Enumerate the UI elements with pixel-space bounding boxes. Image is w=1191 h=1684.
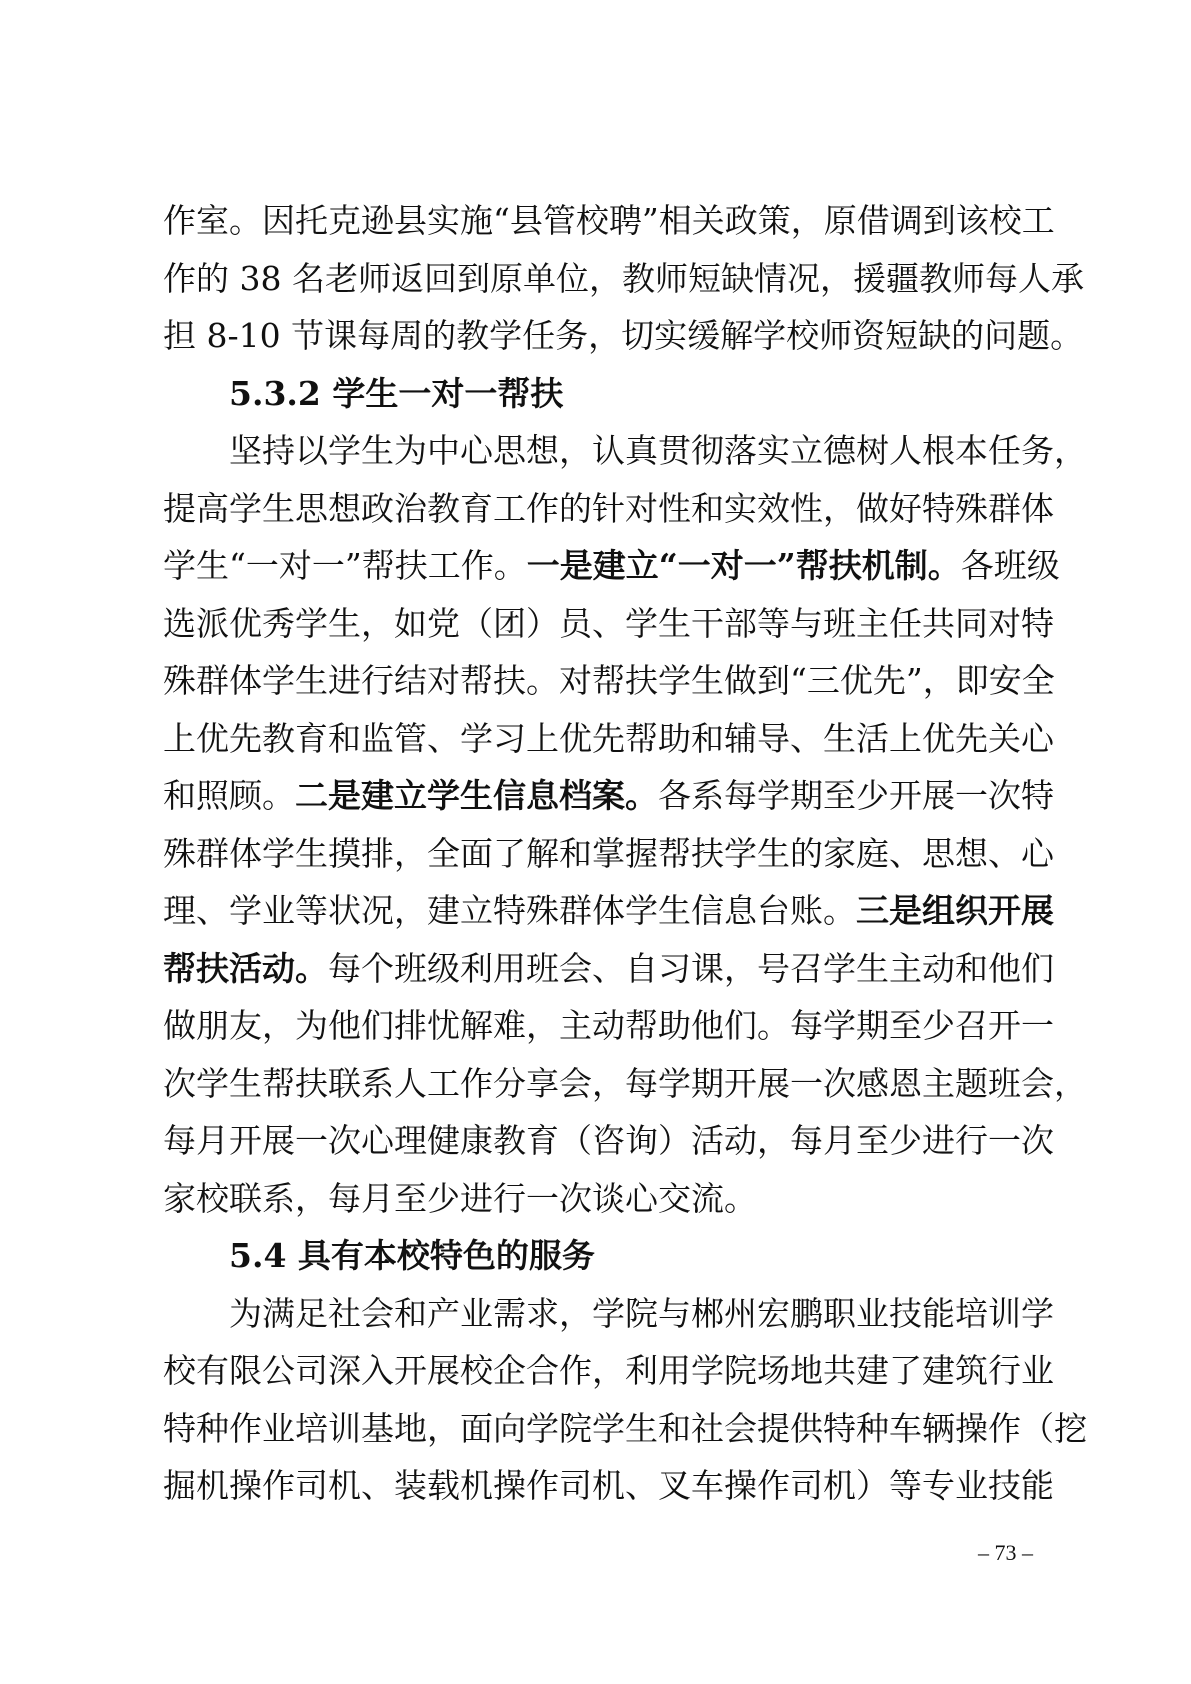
document-page xyxy=(163,192,1087,1515)
text-run: 理、学业等状况，建立特殊群体学生信息台账。 xyxy=(163,891,856,930)
text-run: 每个班级利用班会、自习课，号召学生主动和他们 xyxy=(328,948,1054,988)
text-line: 上优先教育和监管、学习上优先帮助和辅导、生活上优先关心 xyxy=(163,718,1054,758)
text-line: 担 8-10 节课每周的教学任务，切实缓解学校师资短缺的问题。 xyxy=(163,316,1084,355)
text-line: 提高学生思想政治教育工作的针对性和实效性，做好特殊群体 xyxy=(163,488,1054,528)
text-line xyxy=(163,767,1054,825)
text-run: 和照顾。 xyxy=(163,776,295,815)
text-line: 选派优秀学生，如党（团）员、学生干部等与班主任共同对特 xyxy=(163,603,1054,643)
bold-text-run: 帮扶活动。 xyxy=(163,948,328,988)
paragraph-continued xyxy=(163,192,1084,365)
text-line: 次学生帮扶联系人工作分享会，每学期开展一次感恩主题班会， xyxy=(163,1063,1087,1103)
bold-text-run: 一是建立“一对一”帮扶机制。 xyxy=(526,546,961,585)
text-run: 各班级 xyxy=(960,546,1060,585)
text-line: 校有限公司深入开展校企合作，利用学院场地共建了建筑行业 xyxy=(163,1351,1054,1390)
text-line xyxy=(163,882,1054,940)
text-line xyxy=(163,537,1060,595)
text-line: 掘机操作司机、装载机操作司机、叉车操作司机）等专业技能 xyxy=(163,1466,1054,1505)
page-number: – 73 – xyxy=(978,1540,1033,1565)
text-line: 做朋友，为他们排忧解难，主动帮助他们。每学期至少召开一 xyxy=(163,1006,1054,1045)
text-run: 学生“一对一”帮扶工作。 xyxy=(163,546,527,585)
text-line: 殊群体学生进行结对帮扶。对帮扶学生做到“三优先”，即安全 xyxy=(163,661,1055,700)
text-line: 作的 38 名老师返回到原单位，教师短缺情况，援疆教师每人承 xyxy=(163,258,1084,298)
text-line: 殊群体学生摸排，全面了解和掌握帮扶学生的家庭、思想、心 xyxy=(163,833,1054,873)
text-line: 特种作业培训基地，面向学院学生和社会提供特种车辆操作（挖 xyxy=(163,1408,1087,1448)
paragraph-school-services xyxy=(163,1285,1087,1515)
text-line: 作室。因托克逊县实施“县管校聘”相关政策，原借调到该校工 xyxy=(163,201,1055,240)
text-line: 家校联系，每月至少进行一次谈心交流。 xyxy=(163,1178,757,1218)
section-heading-5-4: 5.4 具有本校特色的服务 xyxy=(229,1236,595,1275)
paragraph-student-support xyxy=(163,422,1087,1227)
text-line: 坚持以学生为中心思想，认真贯彻落实立德树人根本任务， xyxy=(229,431,1087,470)
text-run: 各系每学期至少开展一次特 xyxy=(658,776,1054,815)
text-line: 为满足社会和产业需求，学院与郴州宏鹏职业技能培训学 xyxy=(229,1293,1054,1333)
bold-text-run: 三是组织开展 xyxy=(856,891,1054,930)
section-heading-5-3-2: 5.3.2 学生一对一帮扶 xyxy=(229,373,564,413)
text-line xyxy=(163,940,1054,998)
bold-text-run: 二是建立学生信息档案。 xyxy=(295,776,658,815)
text-line: 每月开展一次心理健康教育（咨询）活动，每月至少进行一次 xyxy=(163,1121,1054,1160)
